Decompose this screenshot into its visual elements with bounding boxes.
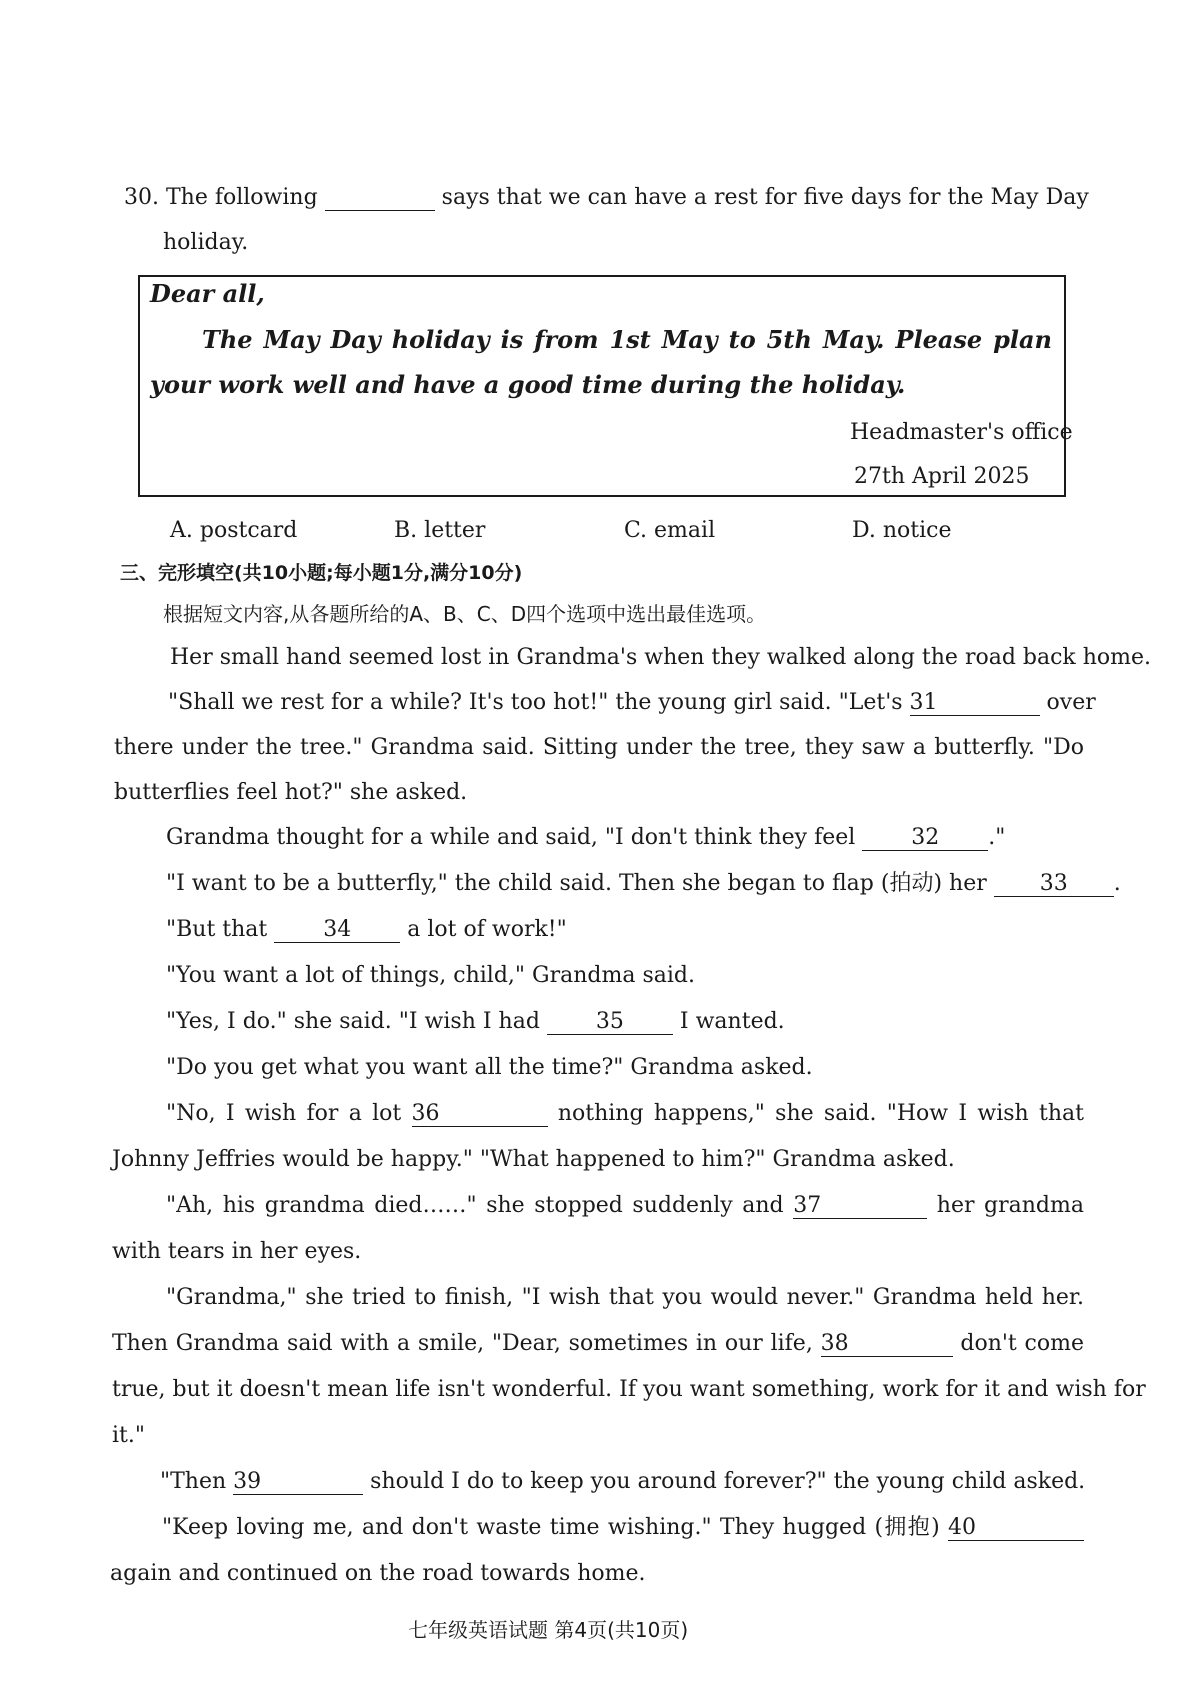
- passage-line-18: it.": [112, 1423, 145, 1448]
- blank-32: 32: [862, 826, 988, 851]
- passage-text: "Ah, his grandma died……" she stopped suddenly and: [166, 1193, 784, 1218]
- passage-text: "No, I wish for a lot: [166, 1101, 402, 1126]
- blank-37: 37: [793, 1194, 927, 1219]
- notice-signature: Headmaster's office: [850, 420, 1073, 445]
- option-b: B. letter: [394, 518, 486, 543]
- passage-line-12: Johnny Jeffries would be happy." "What happened to him?" Grandma asked.: [112, 1147, 955, 1172]
- passage-text: don't come: [960, 1331, 1085, 1356]
- q30-line1: [124, 183, 1089, 213]
- blank-35: 35: [547, 1010, 673, 1035]
- q30-text-b: says that we can have a rest for five days for the May Day: [441, 185, 1089, 210]
- page-footer: 七年级英语试题 第4页(共10页): [408, 1618, 689, 1642]
- passage-line-11: [166, 1099, 1084, 1129]
- passage-line-20: [162, 1513, 1084, 1543]
- passage-line-6: [166, 869, 1121, 899]
- passage-line-2: [168, 688, 1096, 718]
- notice-body-line1: The May Day holiday is from 1st May to 5th May. Please plan: [202, 325, 1052, 354]
- passage-text: should I do to keep you around forever?" the young child asked.: [370, 1469, 1086, 1494]
- passage-text: her grandma: [936, 1193, 1084, 1218]
- passage-line-9: [166, 1007, 785, 1037]
- passage-line-15: "Grandma," she tried to finish, "I wish that you would never." Grandma held her.: [166, 1285, 1084, 1310]
- section-heading: 三、完形填空(共10小题;每小题1分,满分10分): [120, 562, 523, 584]
- passage-text: "I want to be a butterfly," the child said. Then she began to flap (拍动) her: [166, 871, 987, 896]
- passage-line-17: true, but it doesn't mean life isn't wonderful. If you want something, work for it and wish for: [112, 1377, 1146, 1402]
- option-d: D. notice: [852, 518, 952, 543]
- q30-text-a: 30. The following: [124, 185, 318, 210]
- blank-36: 36: [412, 1102, 548, 1127]
- passage-text: "Then: [160, 1469, 227, 1494]
- notice-body-line2: your work well and have a good time during the holiday.: [150, 370, 906, 399]
- passage-text: "But that: [166, 917, 268, 942]
- blank-40: 40: [948, 1516, 1084, 1541]
- passage-text: I wanted.: [679, 1009, 785, 1034]
- passage-text: "Keep loving me, and don't waste time wishing." They hugged (拥抱): [162, 1515, 940, 1540]
- passage-text: .: [1113, 871, 1121, 896]
- passage-line-8: "You want a lot of things, child," Grandma said.: [166, 963, 695, 988]
- passage-text: .": [988, 825, 1006, 850]
- passage-text: a lot of work!": [407, 917, 567, 942]
- passage-text: nothing happens," she said. "How I wish that: [557, 1101, 1084, 1126]
- passage-line-10: "Do you get what you want all the time?" Grandma asked.: [166, 1055, 813, 1080]
- passage-text: "Shall we rest for a while? It's too hot!" the young girl said. "Let's: [168, 690, 903, 715]
- notice-date: 27th April 2025: [854, 464, 1030, 489]
- blank-33: 33: [994, 872, 1114, 897]
- passage-line-4: butterflies feel hot?" she asked.: [114, 780, 468, 805]
- blank-34: 34: [274, 918, 400, 943]
- passage-text: Then Grandma said with a smile, "Dear, sometimes in our life,: [112, 1331, 813, 1356]
- passage-line-14: with tears in her eyes.: [112, 1239, 362, 1264]
- passage-line-1: Her small hand seemed lost in Grandma's when they walked along the road back home.: [170, 645, 1152, 670]
- option-a: A. postcard: [170, 518, 298, 543]
- blank-39: 39: [233, 1470, 363, 1495]
- passage-line-19: [160, 1467, 1084, 1497]
- passage-line-3: there under the tree." Grandma said. Sitting under the tree, they saw a butterfly. "Do: [114, 735, 1084, 760]
- q30-blank: [325, 186, 435, 211]
- passage-line-16: [112, 1329, 1084, 1359]
- blank-38: 38: [821, 1332, 953, 1357]
- section-instruction: 根据短文内容,从各题所给的A、B、C、D四个选项中选出最佳选项。: [163, 602, 767, 626]
- notice-greeting: Dear all,: [150, 279, 265, 308]
- passage-line-5: [166, 823, 1005, 853]
- passage-text: Grandma thought for a while and said, "I don't think they feel: [166, 825, 856, 850]
- blank-31: 31: [910, 691, 1040, 716]
- option-c: C. email: [624, 518, 716, 543]
- passage-line-7: [166, 915, 567, 945]
- q30-line2: holiday.: [163, 230, 249, 255]
- passage-line-13: [166, 1191, 1084, 1221]
- passage-text: over: [1046, 690, 1096, 715]
- passage-line-21: again and continued on the road towards home.: [110, 1561, 646, 1586]
- passage-text: "Yes, I do." she said. "I wish I had: [166, 1009, 540, 1034]
